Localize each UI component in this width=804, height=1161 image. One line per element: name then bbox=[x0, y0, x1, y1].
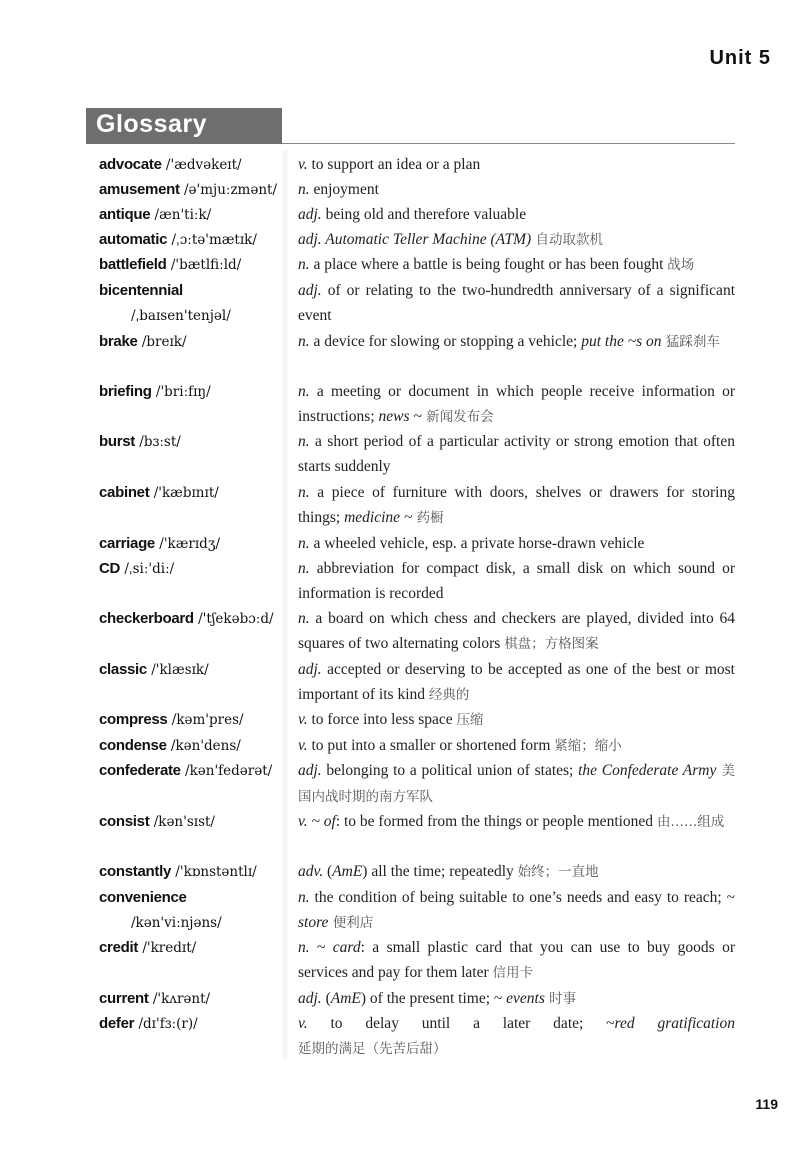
chinese-gloss: 延期的满足（先苦后甜） bbox=[298, 1041, 447, 1057]
definition bbox=[298, 252, 735, 278]
entry-term bbox=[99, 429, 284, 455]
definition-text: of or relating to the two-hundredth anniversary of a significant event bbox=[298, 282, 735, 324]
headword: briefing bbox=[99, 383, 152, 400]
chinese-gloss: 新闻发布会 bbox=[421, 409, 494, 425]
pronunciation: /'kæbɪnɪt/ bbox=[149, 485, 219, 501]
pronunciation: /'kredɪt/ bbox=[138, 940, 197, 956]
part-of-speech: v. bbox=[298, 711, 308, 728]
part-of-speech: adj. bbox=[298, 661, 322, 678]
definition-text: ) all the time; repeatedly bbox=[362, 863, 518, 880]
entry-term bbox=[99, 657, 284, 683]
chinese-gloss: 压缩 bbox=[456, 712, 484, 728]
headword: compress bbox=[99, 711, 168, 728]
chinese-gloss: 战场 bbox=[667, 257, 695, 273]
headword: brake bbox=[99, 333, 138, 350]
headword: consist bbox=[99, 813, 150, 830]
part-of-speech: n. bbox=[298, 535, 310, 552]
phrase: the Confederate Army bbox=[578, 762, 717, 779]
phrase: events bbox=[506, 990, 545, 1007]
part-of-speech: v. bbox=[298, 813, 308, 830]
section-title: Glossary bbox=[96, 110, 208, 138]
part-of-speech: n. bbox=[298, 256, 310, 273]
definition-text: a board on which chess and checkers are played, divided into 64 squares of two alternating colors bbox=[298, 610, 735, 652]
entry-term bbox=[99, 152, 284, 178]
pronunciation: /ˌbaɪsen'tenjəl/ bbox=[131, 308, 231, 324]
headword: confederate bbox=[99, 762, 181, 779]
chinese-gloss: 猛踩刹车 bbox=[661, 334, 720, 350]
unit-label: Unit 5 bbox=[709, 47, 771, 69]
pronunciation: /ˌɔːtə'mætɪk/ bbox=[167, 232, 257, 248]
entry-term bbox=[99, 859, 284, 885]
definition bbox=[298, 429, 735, 479]
definition bbox=[298, 202, 735, 227]
definition bbox=[298, 152, 735, 177]
pronunciation: /'klæsɪk/ bbox=[146, 662, 209, 678]
pronunciation: /'tʃekəbɔːd/ bbox=[193, 611, 274, 627]
pronunciation: /'kɒnstəntlɪ/ bbox=[171, 864, 257, 880]
definition-text: being old and therefore valuable bbox=[321, 206, 527, 223]
pronunciation: /'bætlfiːld/ bbox=[166, 257, 242, 273]
definition-text: to put into a smaller or shortened form bbox=[307, 737, 555, 754]
part-of-speech: v. bbox=[298, 737, 308, 754]
definition-text: the condition of being suitable to one’s needs and easy to reach; ~ bbox=[309, 889, 735, 906]
definition-text: a short period of a particular activity or strong emotion that often starts suddenly bbox=[298, 433, 735, 475]
part-of-speech: adj. bbox=[298, 990, 322, 1007]
definition bbox=[298, 480, 735, 531]
definition bbox=[298, 1011, 735, 1062]
entry-term bbox=[99, 809, 284, 835]
chinese-gloss: 信用卡 bbox=[492, 965, 534, 981]
headword: burst bbox=[99, 433, 136, 450]
headword: antique bbox=[99, 206, 151, 223]
phrase: medicine ~ bbox=[344, 509, 413, 526]
headword: carriage bbox=[99, 535, 155, 552]
headword: constantly bbox=[99, 863, 172, 880]
chinese-gloss: 药橱 bbox=[412, 510, 444, 526]
part-of-speech: v. bbox=[298, 156, 308, 173]
pronunciation: /dɪ'fɜː(r)/ bbox=[134, 1016, 198, 1032]
definition bbox=[298, 606, 735, 657]
definition-text: accepted or deserving to be accepted as one of the best or most important of its kind bbox=[298, 661, 735, 703]
pronunciation: /'kʌrənt/ bbox=[148, 991, 211, 1007]
entry-term bbox=[99, 606, 284, 632]
headword: checkerboard bbox=[99, 610, 194, 627]
entry-term bbox=[99, 707, 284, 733]
chinese-gloss: 自动取款机 bbox=[531, 232, 603, 248]
part-of-speech: adj. bbox=[298, 762, 322, 779]
definition-text: a place where a battle is being fought or has been fought bbox=[309, 256, 668, 273]
definition-text: : a small plastic card that you can use to buy goods or services and pay for them later bbox=[298, 939, 736, 981]
entry-term bbox=[99, 885, 284, 936]
phrase: AmE bbox=[330, 990, 361, 1007]
entry-term bbox=[99, 758, 284, 784]
definition bbox=[298, 531, 735, 556]
definition bbox=[298, 986, 735, 1012]
headword: advocate bbox=[99, 156, 162, 173]
headword: CD bbox=[99, 560, 121, 577]
definition bbox=[298, 227, 735, 253]
entry-term bbox=[99, 379, 284, 405]
definition bbox=[298, 657, 735, 708]
chinese-gloss: 由……组成 bbox=[656, 814, 725, 830]
definition-text: belonging to a political union of states; bbox=[321, 762, 579, 779]
definition-text: ( bbox=[323, 863, 333, 880]
headword: cabinet bbox=[99, 484, 150, 501]
pronunciation: /æn'tiːk/ bbox=[150, 207, 212, 223]
definition bbox=[298, 758, 735, 810]
chinese-gloss: 经典的 bbox=[428, 687, 470, 703]
headword: convenience bbox=[99, 889, 187, 906]
definition bbox=[298, 278, 735, 328]
pronunciation: /'briːfɪŋ/ bbox=[151, 384, 211, 400]
pronunciation: /kən'sɪst/ bbox=[149, 814, 215, 830]
chinese-gloss: 紧缩；缩小 bbox=[554, 738, 622, 754]
definition-text: to force into less space bbox=[307, 711, 457, 728]
headword: automatic bbox=[99, 231, 168, 248]
entry-term bbox=[99, 480, 284, 506]
phrase: AmE bbox=[332, 863, 363, 880]
headword: amusement bbox=[99, 181, 180, 198]
headword: condense bbox=[99, 737, 167, 754]
definition-text: ~ bbox=[309, 939, 333, 956]
headword: classic bbox=[99, 661, 147, 678]
entry-term bbox=[99, 1011, 284, 1037]
pronunciation: /kən'dens/ bbox=[166, 738, 241, 754]
pronunciation: /breɪk/ bbox=[137, 334, 187, 350]
chinese-gloss: 时事 bbox=[544, 991, 577, 1007]
part-of-speech: adv. bbox=[298, 863, 324, 880]
headword: battlefield bbox=[99, 256, 167, 273]
definition-text: a device for slowing or stopping a vehicle; bbox=[309, 333, 582, 350]
phrase: red gratification bbox=[614, 1015, 735, 1032]
definition bbox=[298, 733, 735, 759]
definition bbox=[298, 329, 735, 355]
entry-term bbox=[99, 329, 284, 355]
entry-term bbox=[99, 202, 284, 228]
definition-text: abbreviation for compact disk, a small disk on which sound or information is recorded bbox=[298, 560, 735, 602]
definition-text: enjoyment bbox=[309, 181, 379, 198]
part-of-speech: n. bbox=[298, 181, 310, 198]
part-of-speech: n. bbox=[298, 939, 310, 956]
definition-text: to support an idea or a plan bbox=[307, 156, 481, 173]
pronunciation: /kən'fedərət/ bbox=[180, 763, 273, 779]
pronunciation: /'kærɪdʒ/ bbox=[154, 536, 220, 552]
part-of-speech: n. bbox=[298, 383, 310, 400]
chinese-gloss: 美国内战时期的南方军队 bbox=[298, 763, 735, 805]
phrase: store bbox=[298, 914, 329, 931]
definition-text: a meeting or document in which people receive information or instructions; bbox=[298, 383, 735, 425]
part-of-speech: adj. bbox=[298, 231, 322, 248]
definition bbox=[298, 707, 735, 733]
definition bbox=[298, 177, 735, 202]
glossary-banner bbox=[86, 108, 282, 144]
headword: current bbox=[99, 990, 149, 1007]
pronunciation: /kəm'pres/ bbox=[167, 712, 244, 728]
phrase: news ~ bbox=[378, 408, 422, 425]
definition-text: : to be formed from the things or people mentioned bbox=[335, 813, 657, 830]
entry-term bbox=[99, 252, 284, 278]
pronunciation: /ə'mjuːzmənt/ bbox=[179, 182, 278, 198]
part-of-speech: adj. bbox=[298, 206, 322, 223]
entry-term bbox=[99, 227, 284, 253]
pronunciation: /ˌsiː'diː/ bbox=[120, 561, 175, 577]
definition-text: to delay until a later date; ~ bbox=[307, 1015, 615, 1032]
part-of-speech: n. bbox=[298, 889, 310, 906]
definition bbox=[298, 809, 735, 835]
chinese-gloss: 便利店 bbox=[328, 915, 374, 931]
part-of-speech: n. bbox=[298, 560, 310, 577]
part-of-speech: n. bbox=[298, 484, 310, 501]
phrase: ~ of bbox=[311, 813, 336, 830]
phrase: card bbox=[332, 939, 361, 956]
page-number: 119 bbox=[755, 1096, 778, 1112]
headword: bicentennial bbox=[99, 282, 183, 299]
banner-rule bbox=[282, 143, 735, 144]
entry-term bbox=[99, 278, 284, 329]
entry-term bbox=[99, 531, 284, 557]
chinese-gloss: 棋盘；方格图案 bbox=[504, 636, 599, 652]
headword: credit bbox=[99, 939, 139, 956]
part-of-speech: n. bbox=[298, 610, 310, 627]
phrase: Automatic Teller Machine (ATM) bbox=[321, 231, 532, 248]
definition bbox=[298, 379, 735, 430]
definition bbox=[298, 556, 735, 606]
entry-term bbox=[99, 177, 284, 203]
definition bbox=[298, 935, 735, 986]
headword: defer bbox=[99, 1015, 135, 1032]
entry-term bbox=[99, 935, 284, 961]
part-of-speech: n. bbox=[298, 333, 310, 350]
part-of-speech: n. bbox=[298, 433, 310, 450]
part-of-speech: adj. bbox=[298, 282, 322, 299]
definition-text: ( bbox=[321, 990, 331, 1007]
entry-term bbox=[99, 733, 284, 759]
entry-term bbox=[99, 556, 284, 582]
definition-text: a wheeled vehicle, esp. a private horse-drawn vehicle bbox=[309, 535, 645, 552]
pronunciation: /'ædvəkeɪt/ bbox=[161, 157, 242, 173]
definition-text: a piece of furniture with doors, shelves or drawers for storing things; bbox=[298, 484, 735, 526]
definition bbox=[298, 885, 735, 936]
entry-term bbox=[99, 986, 284, 1012]
pronunciation: /bɜːst/ bbox=[135, 434, 181, 450]
chinese-gloss: 始终；一直地 bbox=[517, 864, 599, 880]
pronunciation: /kən'viːnjəns/ bbox=[131, 915, 222, 931]
definition bbox=[298, 859, 735, 885]
definition-text: ) of the present time; ~ bbox=[360, 990, 507, 1007]
phrase: put the ~s on bbox=[581, 333, 662, 350]
part-of-speech: v. bbox=[298, 1015, 308, 1032]
